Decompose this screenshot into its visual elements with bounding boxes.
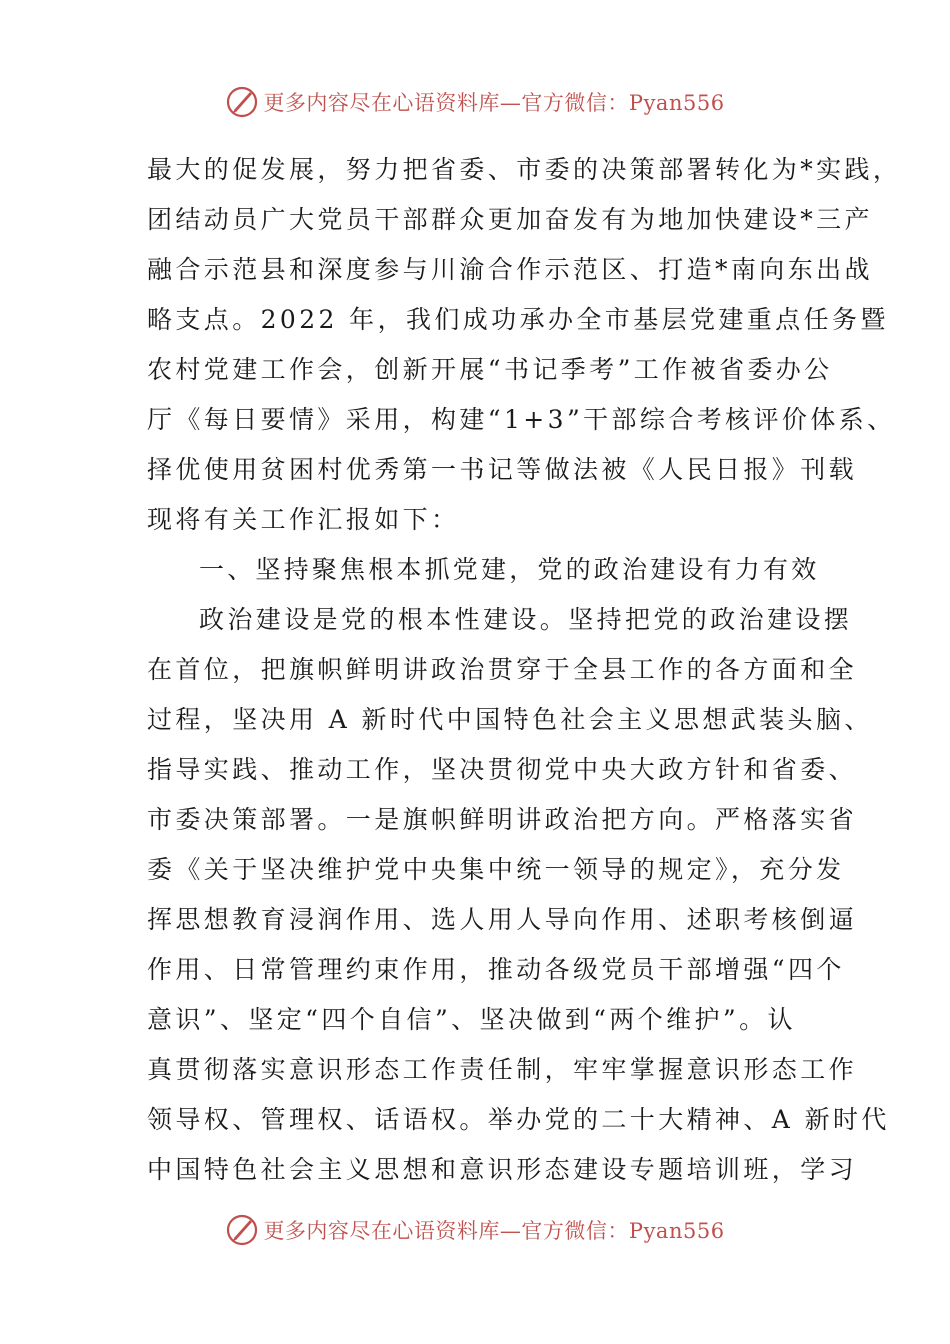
body-line: 现将有关工作汇报如下： — [147, 505, 460, 534]
body-line: 融合示范县和深度参与川渝合作示范区、打造*南向东出战 — [147, 255, 873, 284]
body-line: 市委决策部署。一是旗帜鲜明讲政治把方向。严格落实省 — [147, 805, 858, 834]
body-line: 择优使用贫困村优秀第一书记等做法被《人民日报》刊载 — [147, 455, 858, 484]
watermark-text: 更多内容尽在心语资料库—官方微信：Pyan556 — [263, 1219, 725, 1243]
body-line: 在首位，把旗帜鲜明讲政治贯穿于全县工作的各方面和全 — [147, 655, 858, 684]
watermark-footer — [0, 1210, 950, 1250]
body-line: 农村党建工作会，创新开展“书记季考”工作被省委办公 — [147, 355, 833, 384]
document-body — [147, 145, 902, 1195]
body-line: 真贯彻落实意识形态工作责任制，牢牢掌握意识形态工作 — [147, 1055, 858, 1084]
body-line: 指导实践、推动工作，坚决贯彻党中央大政方针和省委、 — [147, 755, 858, 784]
body-line: 领导权、管理权、话语权。举办党的二十大精神、A 新时代 — [147, 1105, 890, 1134]
quill-pen-logo-icon — [225, 1213, 259, 1247]
quill-pen-logo-icon — [225, 85, 259, 119]
body-line: 委《关于坚决维护党中央集中统一领导的规定》，充分发 — [147, 855, 845, 884]
body-line: 中国特色社会主义思想和意识形态建设专题培训班，学习 — [147, 1155, 858, 1184]
body-line: 最大的促发展，努力把省委、市委的决策部署转化为*实践， — [147, 155, 902, 184]
watermark-header — [0, 82, 950, 122]
body-line: 挥思想教育浸润作用、选人用人导向作用、述职考核倒逼 — [147, 905, 858, 934]
body-line: 过程，坚决用 A 新时代中国特色社会主义思想武装头脑、 — [147, 705, 873, 734]
body-line: 略支点。2022 年，我们成功承办全市基层党建重点任务暨 — [147, 305, 889, 334]
body-line: 政治建设是党的根本性建设。坚持把党的政治建设摆 — [199, 605, 853, 634]
body-line: 作用、日常管理约束作用，推动各级党员干部增强“四个 — [147, 955, 845, 984]
section-heading: 一、坚持聚焦根本抓党建，党的政治建设有力有效 — [199, 555, 820, 584]
body-line: 意识”、坚定“四个自信”、坚决做到“两个维护”。认 — [147, 1005, 796, 1034]
body-line: 厅《每日要情》采用，构建“1+3”干部综合考核评价体系、 — [147, 405, 896, 434]
watermark-text: 更多内容尽在心语资料库—官方微信：Pyan556 — [263, 91, 725, 115]
body-line: 团结动员广大党员干部群众更加奋发有为地加快建设*三产 — [147, 205, 873, 234]
